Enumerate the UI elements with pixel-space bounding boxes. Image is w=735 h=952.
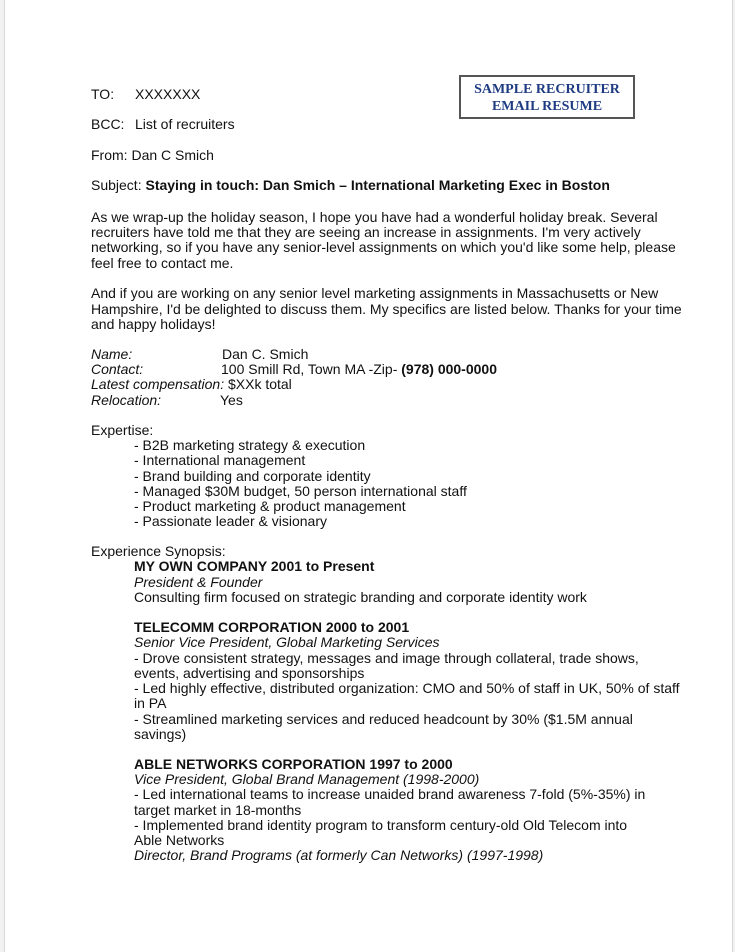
subject-value: Staying in touch: Dan Smich – International Marketing Exec in Boston (145, 177, 610, 193)
expertise-item: - Brand building and corporate identity (134, 468, 371, 484)
contact-label: Contact: (91, 361, 144, 377)
job-detail-line: in PA (134, 695, 167, 711)
bcc-label: BCC: (91, 116, 125, 132)
stamp-line-2: EMAIL RESUME (491, 99, 603, 114)
subject-line (91, 178, 610, 193)
job-title: Director, Brand Programs (at formerly Can Networks) (1997-1998) (134, 847, 544, 863)
job-detail-line: savings) (134, 726, 187, 742)
name-line (91, 346, 309, 362)
bcc-value: List of recruiters (135, 116, 235, 132)
contact-value-wrap (221, 362, 497, 377)
job-title: Vice President, Global Brand Management (1998-2000) (134, 771, 480, 787)
from-line (91, 148, 214, 163)
from-label: From: (91, 147, 128, 163)
job-title: Senior Vice President, Global Marketing Services (134, 634, 440, 650)
job-detail-line: Consulting firm focused on strategic branding and corporate identity work (134, 589, 587, 605)
contact-phone: (978) 000-0000 (401, 361, 497, 377)
paragraph-1-line: networking, so if you have any senior-level assignments on which you'd like some help, please (91, 239, 676, 255)
job-detail-line: - Led highly effective, distributed organization: CMO and 50% of staff in UK, 50% of staff (134, 680, 680, 696)
job-detail-line: - Drove consistent strategy, messages and image through collateral, trade shows, (134, 650, 639, 666)
experience-heading: Experience Synopsis: (91, 543, 226, 559)
contact-line (91, 361, 497, 377)
job-company: TELECOMM CORPORATION 2000 to 2001 (134, 619, 410, 635)
paragraph-1-line: As we wrap-up the holiday season, I hope you have had a wonderful holiday break. Several (91, 209, 658, 225)
paragraph-2-line: And if you are working on any senior level marketing assignments in Massachusetts or New (91, 285, 659, 301)
paragraph-1-line: recruiters have told me that they are seeing an increase in assignments. I'm very actively (91, 224, 641, 240)
job-detail-line: - Streamlined marketing services and reduced headcount by 30% ($1.5M annual (134, 711, 633, 727)
to-line (91, 86, 201, 102)
job-detail-line: - Led international teams to increase unaided brand awareness 7-fold (5%-35%) in (134, 786, 646, 802)
expertise-item: - Passionate leader & visionary (134, 513, 327, 529)
name-value: Dan C. Smich (222, 346, 309, 362)
subject-label: Subject: (91, 177, 142, 193)
expertise-item: - Product marketing & product management (134, 498, 406, 514)
relocation-label: Relocation: (91, 392, 162, 408)
job-company: MY OWN COMPANY 2001 to Present (134, 558, 375, 574)
relocation-value: Yes (220, 392, 243, 408)
relocation-line (91, 392, 243, 408)
job-detail-line: Able Networks (134, 832, 225, 848)
expertise-heading: Expertise: (91, 422, 154, 438)
expertise-item: - Managed $30M budget, 50 person international staff (134, 483, 467, 499)
from-value: Dan C Smich (131, 147, 214, 163)
expertise-item: - B2B marketing strategy & execution (134, 437, 366, 453)
paragraph-2-line: Hampshire, I'd be delighted to discuss them. My specifics are listed below. Thanks for your time (91, 301, 682, 317)
sample-recruiter-stamp (459, 75, 635, 119)
paragraph-2-line: and happy holidays! (91, 316, 216, 332)
job-company: ABLE NETWORKS CORPORATION 1997 to 2000 (134, 756, 453, 772)
bcc-line (91, 116, 235, 132)
stamp-line-1: SAMPLE RECRUITER (474, 82, 620, 97)
job-detail-line: - Implemented brand identity program to transform century-old Old Telecom into (134, 817, 628, 833)
job-detail-line: events, advertising and sponsorships (134, 665, 365, 681)
expertise-item: - International management (134, 452, 306, 468)
to-value: XXXXXXX (135, 86, 201, 102)
paragraph-1-line: feel free to contact me. (91, 255, 234, 271)
job-detail-line: target market in 18-months (134, 802, 302, 818)
document-page (4, 0, 733, 952)
job-title: President & Founder (134, 574, 263, 590)
compensation-line (91, 377, 292, 392)
compensation-label: Latest compensation: (91, 376, 225, 392)
compensation-value: $XXk total (224, 376, 292, 392)
contact-address: 100 Smill Rd, Town MA -Zip- (221, 361, 402, 377)
name-label: Name: (91, 346, 133, 362)
to-label: TO: (91, 86, 115, 102)
